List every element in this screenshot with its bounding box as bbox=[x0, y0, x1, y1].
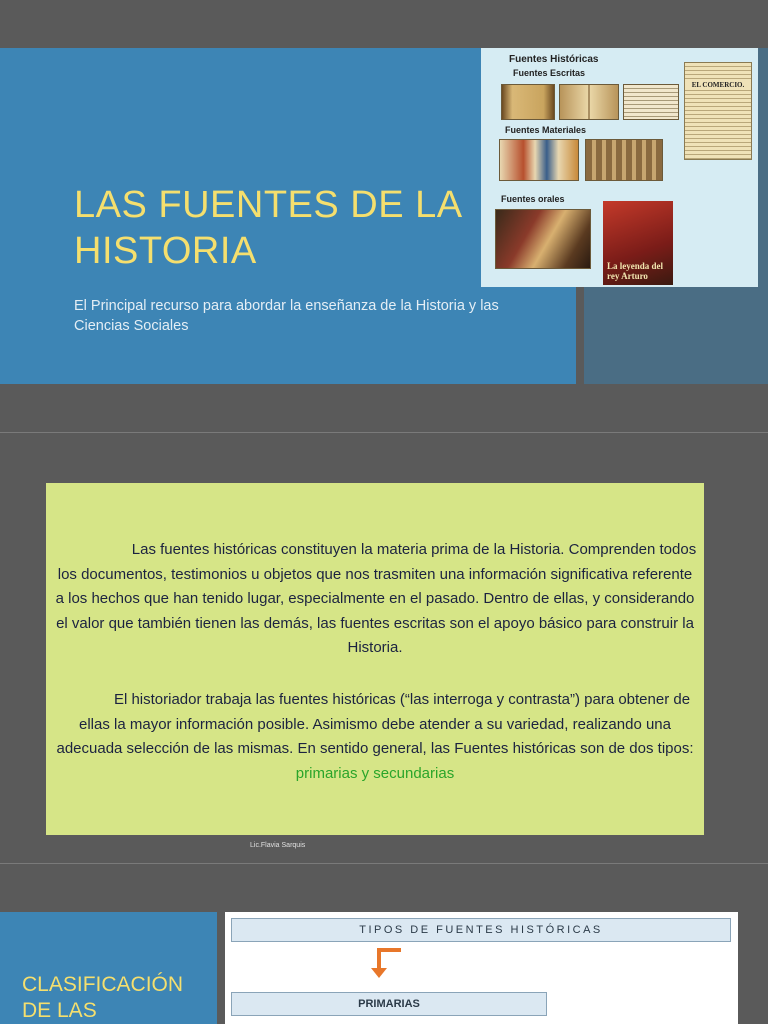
sources-collage-image bbox=[481, 48, 758, 287]
classification-panel bbox=[0, 912, 217, 1024]
source-types-diagram bbox=[225, 912, 738, 1024]
slide-title: LAS FUENTES DE LA HISTORIA bbox=[74, 184, 461, 272]
classification-title: CLASIFICACIÓN DE LAS bbox=[22, 973, 184, 1022]
primarias-box: PRIMARIAS bbox=[231, 992, 547, 1016]
definition-slide bbox=[0, 432, 768, 864]
newspaper-thumbnail bbox=[684, 62, 752, 160]
paragraph-1: Las fuentes históricas constituyen la materia prima de la Historia. Comprenden todos los documentos, testimonios u objetos que nos trasmiten una información significativa referente a los hechos que han tenido lugar, especialmente en el pasado. Dentro de ellas, y considerando el valor que también tienen las demás, las fuentes escritas son el apoyo básico para construir la Historia. bbox=[55, 541, 697, 656]
newspaper-title: EL COMERCIO. bbox=[685, 81, 751, 89]
source-types-highlight: primarias y secundarias bbox=[295, 764, 455, 782]
collage-label-escritas: Fuentes Escritas bbox=[513, 68, 586, 78]
book-cover-thumbnail bbox=[603, 201, 673, 285]
arrow-down-icon bbox=[371, 968, 387, 978]
paragraph-2-text: El historiador trabaja las fuentes históricas (“las interroga y contrasta”) para obtener de ellas la mayor información posible. Asimismo debe atender a su variedad, realizando una adecuada selección de las mismas. En sentido general, las Fuentes históricas son de dos tipos: bbox=[56, 691, 694, 757]
arrow-connector-down bbox=[377, 948, 381, 968]
egyptian-painting-thumbnail bbox=[499, 139, 579, 181]
book-title: La leyenda del rey Arturo bbox=[607, 261, 664, 281]
collage-heading: Fuentes Históricas bbox=[509, 54, 599, 65]
paragraph-2 bbox=[52, 688, 698, 786]
scroll-thumbnail bbox=[501, 84, 555, 120]
diagram-heading: TIPOS DE FUENTES HISTÓRICAS bbox=[231, 918, 731, 942]
document-thumbnail bbox=[623, 84, 679, 120]
collage-label-orales: Fuentes orales bbox=[501, 194, 565, 204]
collage-label-materiales: Fuentes Materiales bbox=[505, 125, 587, 135]
storytelling-painting-thumbnail bbox=[495, 209, 591, 269]
author-credit: Lic.Flavia Sarquis bbox=[250, 842, 306, 849]
title-slide bbox=[0, 48, 768, 384]
arrow-connector bbox=[381, 948, 401, 952]
classification-slide bbox=[0, 912, 768, 1024]
definition-box bbox=[46, 483, 704, 835]
manuscript-thumbnail bbox=[559, 84, 619, 120]
hieroglyph-thumbnail bbox=[585, 139, 663, 181]
slide-subtitle: El Principal recurso para abordar la enseñanza de la Historia y las Ciencias Sociales bbox=[74, 298, 499, 334]
